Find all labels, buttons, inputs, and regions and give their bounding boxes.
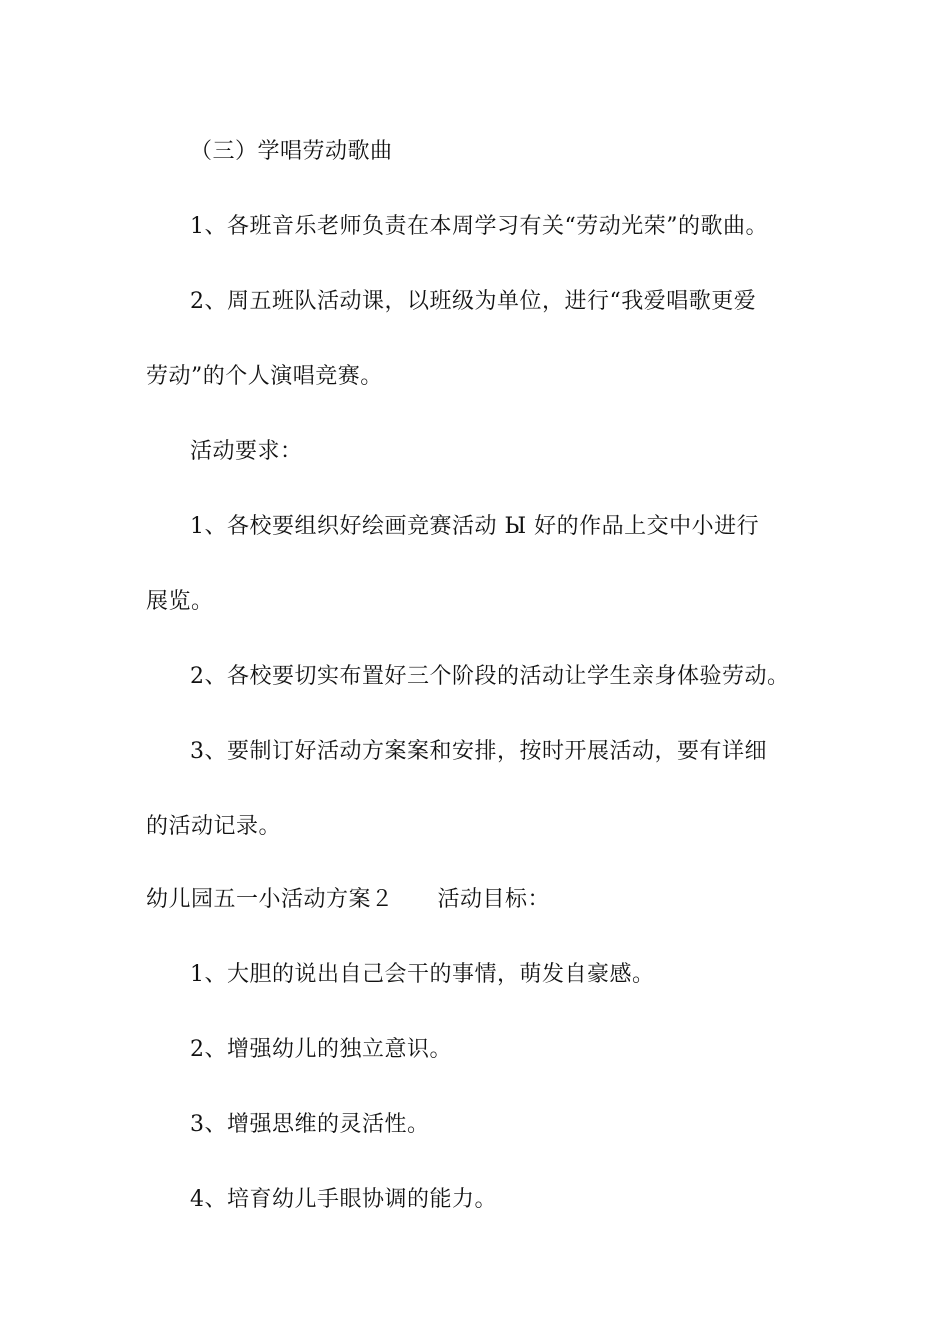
subheading: 活动要求： [190,439,303,464]
goal-item: 1、大胆的说出自己会干的事情，萌发自豪感。 [190,962,655,987]
document-title-line [146,885,550,915]
goal-item: 2、增强幼儿的独立意识。 [190,1037,452,1062]
paragraph-line: 3、要制订好活动方案案和安排，按时开展活动，要有详细 [190,739,767,764]
paragraph-line: 的活动记录。 [146,814,282,839]
paragraph-line: 1、各班音乐老师负责在本周学习有关“劳动光荣”的歌曲。 [190,214,768,239]
section-heading: （三）学唱劳动歌曲 [190,139,393,164]
goal-item: 3、增强思维的灵活性。 [190,1112,430,1137]
paragraph-line: 2、周五班队活动课，以班级为单位，进行“我爱唱歌更爱 [190,289,757,314]
paragraph-line: 展览。 [146,589,214,614]
paragraph-line: 2、各校要切实布置好三个阶段的活动让学生亲身体验劳动。 [190,664,790,689]
paragraph-line: 劳动”的个人演唱竞赛。 [146,364,383,389]
paragraph-line: 1、各校要组织好绘画竞赛活动 Ы 好的作品上交中小进行 [190,514,760,539]
activity-goals-heading: 活动目标： [437,887,551,912]
goal-item: 4、培育幼儿手眼协调的能力。 [190,1187,497,1212]
document-title: 幼儿园五一小活动方案２ [146,887,394,912]
